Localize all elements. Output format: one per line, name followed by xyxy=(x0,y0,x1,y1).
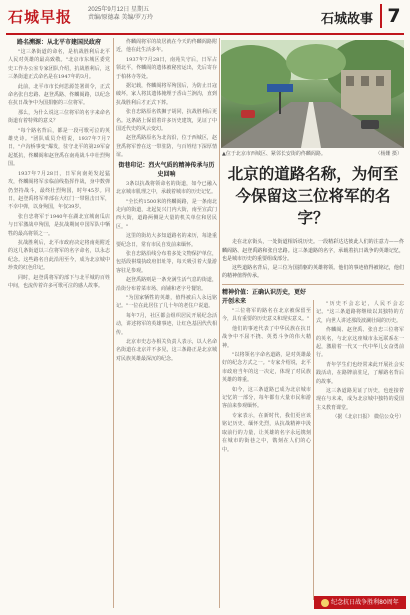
right-para-3: 如今，这三条道路已成为北京城市记忆的一部分，每年都有大量市民和游客前来参观缅怀。 xyxy=(222,386,311,410)
badge-emblem-icon xyxy=(321,599,329,607)
right-column-b xyxy=(316,300,404,593)
column-divider xyxy=(219,38,220,608)
left-subhead: 路名溯源：从北平市建国民政府 xyxy=(16,39,101,46)
mid-lower-para-7: 北京市史志办相关负责人表示，以人名命名街道在北京并不多见，这三条路正是北京城对民族英雄最深沉的纪念。 xyxy=(116,339,217,362)
article-lead xyxy=(222,238,404,281)
right-para-1: 他们的事迹代表了中华民族在抗日战争中不屈不挠、英勇斗争的伟大精神。 xyxy=(222,325,311,349)
mid-lower-para-5: "为国家牺牲的英雄，值得被后人永远铭记。"一位在此居住了几十年的老住户说道。 xyxy=(116,294,217,310)
newspaper-logo: 石城早报 xyxy=(8,8,73,26)
street-photo xyxy=(221,40,404,148)
left-para-0: "这三条街道的命名，是杭战胜利后北平人民对英雄的最高致敬。"北京市东城区委党史工作办公室专家团队介绍，抗战胜利后，这三条街道正式命名是在1947年的3月。 xyxy=(8,49,110,81)
editor-credit: 责编/原德森 美编/罗万玲 xyxy=(88,15,154,21)
photo-caption-text: ▲位于北京市西城区、紧邻长安街的佟麟阁路。 xyxy=(222,151,326,157)
mid-para-3: 张自忠路原名铁狮子胡同，抗战胜利后更名。这条路上保留着许多历史建筑，见证了中国近代史的风云变幻。 xyxy=(116,109,217,133)
middle-column xyxy=(116,38,217,608)
mid-para-0: 佟麟阁将军的故居就在今天的佟麟阁路附近，他在此生活多年。 xyxy=(116,39,217,54)
left-para-2: 那么，为什么说这三位将军的名字来命名街道有着特殊的意义？ xyxy=(8,109,110,125)
lead-separator xyxy=(222,284,404,285)
column-divider xyxy=(113,38,114,608)
right-para-4: 专家表示，在新时代，我们更应该铭记历史、缅怀先烈，从抗战精神中汲取前行的力量，让英雄的名字永远镌刻在城市的街巷之中，镌刻在人们的心中。 xyxy=(222,412,311,453)
left-para-5: 张自忠将军于1940年在湖北宜城南瓜店与日军激战中殉国，是抗战期间中国军队中牺牲的最高将领之一。 xyxy=(8,213,110,237)
mid-lower-para-1: "全长约1500米的佟麟阁路，是一条南北走向的街道，北起复兴门内大街，南至宣武门西大街，道路两侧是大量的机关单位和居民区。" xyxy=(116,198,217,230)
left-para-3: "每个路名背后，都是一段可歌可泣的英雄史诗。"团队成员介绍说，1937年7月7日，"卢沟桥事变"爆发，驻守北平的第29军奋起抵抗，佟麟阁和赵登禹在南苑战斗中壮烈殉国。 xyxy=(8,127,110,168)
badge-text: 纪念抗日战争胜利80周年 xyxy=(331,599,399,606)
photo-credit: （杨姗 摄） xyxy=(375,151,402,157)
footer-note: （据《北京日报》 微信公众号） xyxy=(332,414,404,421)
dateline xyxy=(88,6,153,22)
column-divider xyxy=(313,300,314,600)
lead-para-1: 这些道路名背后，是三位为国捐躯的英雄将领。他们的事迹值得被铭记，他们的精神值得传承。 xyxy=(222,264,404,280)
right-column-a xyxy=(222,288,311,608)
right-para-8: 这三条道路见证了历史，也连接着现在与未来，成为北京城中独特的爱国主义教育课堂。 xyxy=(316,388,404,411)
main-headline: 北京的道路名称，为何至今保留这三位将军的名字？ xyxy=(227,165,399,227)
mid-subhead: 街巷印记：烈火气质的精神传承与历史回响 xyxy=(118,161,215,178)
mid-lower-para-0: 3条以抗战将领命名的街道，如今已融入北京城市肌理之中，承载着城市的历史记忆。 xyxy=(116,180,217,196)
page-number: 7 xyxy=(380,4,406,28)
right-para-5: "历史不会忘记，人民不会忘记。"这三条道路将继续以其独特的方式，向世人讲述那段波澜壮阔的历史。 xyxy=(316,301,404,324)
mid-lower-para-2: 这里的街坊大多知道路名的来历，每逢重要纪念日，常有市民自发前来缅怀。 xyxy=(116,233,217,248)
right-para-7: 青年学生们也经常来此开展社会实践活动，在路牌前驻足，了解路名背后的故事。 xyxy=(316,361,404,385)
mid-para-4: 赵登禹路原名为北沟沿，位于西城区，赵登禹将军曾在这一带驻防，与百姓结下深厚情谊。 xyxy=(116,135,217,159)
right-para-6: 佟麟阁、赵登禹、张自忠三位将军的英名，与北京这座城市永远联系在一起，激励着一代又一代中华儿女奋勇前行。 xyxy=(316,327,404,359)
right-para-0: "三位将军的路名在北京被保留至今，具有重要的历史意义和现实意义。" xyxy=(222,308,311,323)
section-title: 石城故事 xyxy=(321,12,374,27)
left-para-7: 同时，赵登禹将军的部下与北平城的百姓中间，也流传着许多可歌可泣的感人故事。 xyxy=(8,274,110,289)
mid-lower-para-6: 每年7月，社区都会组织居民开展纪念活动，讲述将军的英雄事迹，让红色基因代代相传。 xyxy=(116,312,217,336)
right-subhead: 精神价值：正确认识历史，更好开创未来 xyxy=(222,289,307,305)
header-rule xyxy=(6,33,404,35)
mid-lower-para-3: 张自忠路沿线分布着多处文物保护单位，包括段祺瑞执政府旧址等，每天吸引着大量游客驻足参观。 xyxy=(116,250,217,274)
right-para-2: "以将领名字命名道路，是对英雄最好的纪念方式之一。"专家介绍说，北平市政府当年的这一决定，体现了对民族英雄的尊重。 xyxy=(222,352,311,384)
street-photo-illustration xyxy=(221,40,404,148)
mid-para-2: 据记载，佟麟阁将军殉国后，为防止日寇破坏，家人将其遗体掩埋于香山兰涧沟，直到抗战胜利后才正式下葬。 xyxy=(116,83,217,106)
page-header xyxy=(0,0,410,34)
photo-caption xyxy=(222,150,404,157)
mid-para-1: 1937年7月28日，南苑失守后，日军占领北平，佟麟阁的遗体被秘密运出，先后寄存于柏林寺等处。 xyxy=(116,56,217,80)
mid-lower-para-4: 赵登禹路则是一条充满生活气息的街道，沿街分布着菜市场、商铺和老字号餐馆。 xyxy=(116,277,217,292)
publish-date: 2025年9月12日 星期五 xyxy=(88,7,150,13)
left-para-1: 此前，北平市市长何思源签署训令，正式命名张自忠路、赵登禹路、佟麟阁路，以纪念在抗日战争中为国捐躯的三位将军。 xyxy=(8,83,110,107)
anniversary-badge xyxy=(314,596,406,609)
left-para-4: 1937年7月28日，日军向南苑发起猛攻，佟麟阁将军亲临前线指挥作战，身中数弹仍坚持战斗，最终壮烈殉国，时年45岁。同日，赵登禹将军率部在大红门一带阻击日军，不幸中弹，以身殉国，年仅39岁。 xyxy=(8,170,110,211)
left-column xyxy=(8,38,110,608)
lead-para-0: 走在北京街头，一处街道相诉说历史。一段精彩达达彼此人们的注意力——佟麟阁路、赵登禹路和张自忠路。这三条道路的名字，承载着抗日战争的英雄记忆，也是城市历史的重要组成部分。 xyxy=(222,239,404,263)
left-para-6: 抗战胜利后，北平市政府决定将南苑附近的这几条街道以三位将军的名字命名，以永志纪念。这些路名自此沿用至今，成为北京城中珍贵的红色印记。 xyxy=(8,239,110,272)
